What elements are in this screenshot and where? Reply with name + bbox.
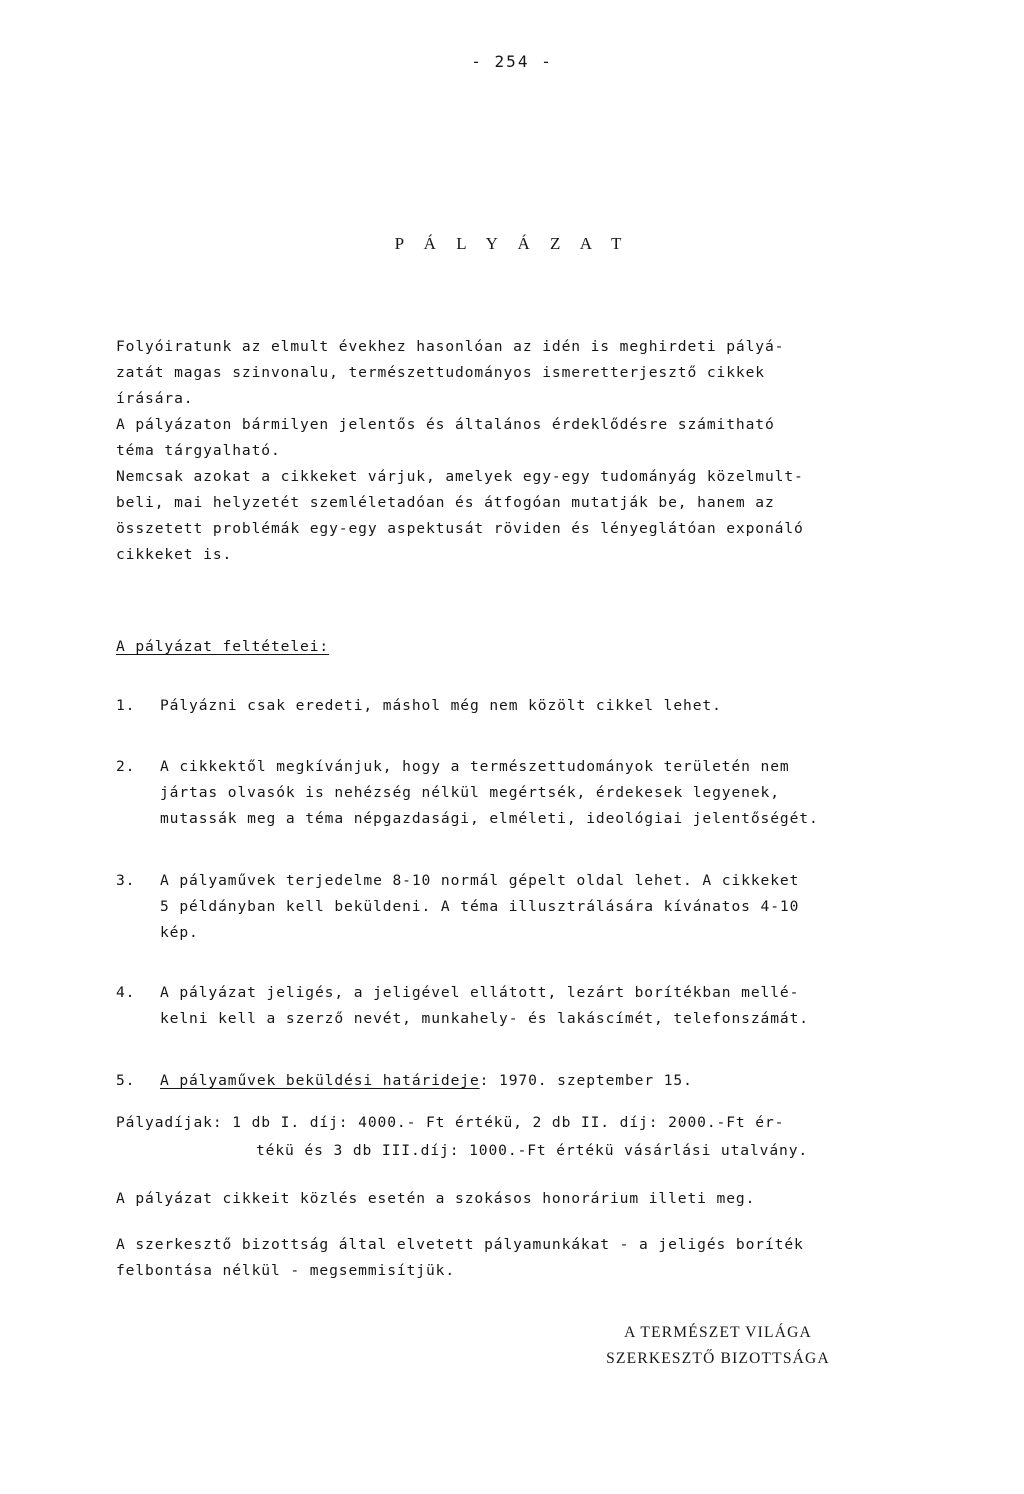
rejection-line: A szerkesztő bizottság által elvetett pályamunkákat - a jeligés boríték: [116, 1236, 804, 1253]
item-number: 5.: [116, 1072, 136, 1089]
condition-line: A pályaművek terjedelme 8-10 normál gépelt oldal lehet. A cikkeket: [160, 872, 800, 889]
condition-line: jártas olvasók is nehézség nélkül megértsék, érdekesek legyenek,: [160, 784, 780, 801]
condition-line: A pályázat jeligés, a jeligével ellátott, lezárt borítékban mellé-: [160, 984, 800, 1001]
condition-item-2: [160, 754, 819, 832]
page-title: P Á L Y Á Z A T: [394, 234, 630, 253]
intro-line: összetett problémák egy-egy aspektusát röviden és lényeglátóan exponáló: [116, 520, 804, 537]
item-number: 2.: [116, 758, 136, 775]
item-number: 3.: [116, 872, 136, 889]
condition-item-4: [160, 980, 809, 1032]
signature-line: SZERKESZTŐ BIZOTTSÁGA: [606, 1350, 830, 1367]
condition-line: A cikkektől megkívánjuk, hogy a természettudományok területén nem: [160, 758, 790, 775]
condition-line: kelni kell a szerző nevét, munkahely- és lakáscímét, telefonszámát.: [160, 1010, 809, 1027]
intro-line: cikkeket is.: [116, 546, 233, 563]
rejection-line: felbontása nélkül - megsemmisítjük.: [116, 1262, 456, 1279]
condition-line: Pályázni csak eredeti, máshol még nem közölt cikkel lehet.: [160, 697, 722, 714]
condition-line: 5 példányban kell beküldeni. A téma illusztrálására kívánatos 4-10: [160, 898, 800, 915]
intro-paragraph: [116, 334, 804, 568]
signature-block: [578, 1320, 858, 1372]
intro-line: Folyóiratunk az elmult évekhez hasonlóan az idén is meghirdeti pályá-: [116, 338, 785, 355]
condition-item-5: [160, 1068, 693, 1094]
honorarium-note: A pályázat cikkeit közlés esetén a szokásos honorárium illeti meg.: [116, 1190, 756, 1207]
page-number: - 254 -: [471, 52, 553, 71]
deadline-value: : 1970. szeptember 15.: [479, 1072, 693, 1089]
intro-line: téma tárgyalható.: [116, 442, 281, 459]
prizes-line: Pályadíjak: 1 db I. díj: 4000.- Ft értékü, 2 db II. díj: 2000.-Ft ér-: [116, 1114, 785, 1131]
prizes-line: tékü és 3 db III.díj: 1000.-Ft értékü vásárlási utalvány.: [256, 1142, 809, 1159]
condition-line: kép.: [160, 924, 199, 941]
conditions-heading: A pályázat feltételei:: [116, 638, 330, 655]
item-number: 1.: [116, 697, 136, 714]
signature-line: A TERMÉSZET VILÁGA: [624, 1324, 812, 1341]
intro-line: írására.: [116, 390, 194, 407]
item-number: 4.: [116, 984, 136, 1001]
deadline-label: A pályaművek beküldési határideje: [160, 1072, 480, 1089]
condition-item-3: [160, 868, 799, 946]
intro-line: A pályázaton bármilyen jelentős és általános érdeklődésre számitható: [116, 416, 775, 433]
intro-line: zatát magas szinvonalu, természettudományos ismeretterjesztő cikkek: [116, 364, 765, 381]
rejection-note: [116, 1232, 804, 1284]
intro-line: beli, mai helyzetét szemléletadóan és átfogóan mutatják be, hanem az: [116, 494, 775, 511]
condition-line: mutassák meg a téma népgazdasági, elméleti, ideológiai jelentőségét.: [160, 810, 819, 827]
intro-line: Nemcsak azokat a cikkeket várjuk, amelyek egy-egy tudományág közelmult-: [116, 468, 804, 485]
condition-item-1: [160, 693, 722, 719]
